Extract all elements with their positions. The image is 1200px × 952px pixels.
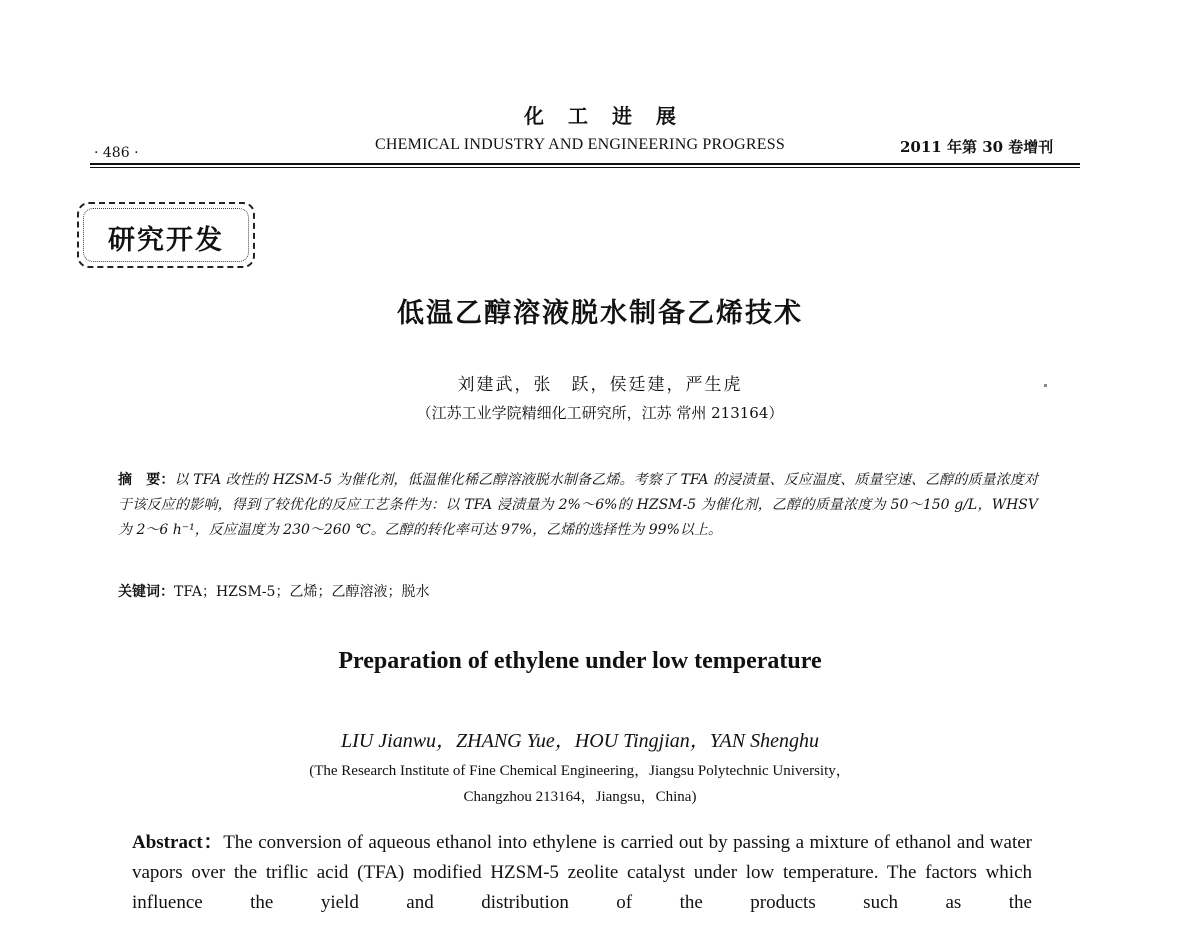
abstract-cn-label: 摘 要： bbox=[118, 472, 175, 488]
affiliation-cn: （江苏工业学院精细化工研究所，江苏 常州 213164） bbox=[416, 404, 784, 422]
journal-title-en: CHEMICAL INDUSTRY AND ENGINEERING PROGRESS bbox=[375, 136, 785, 153]
keywords-cn-text: TFA；HZSM-5；乙烯；乙醇溶液；脱水 bbox=[174, 584, 430, 600]
keywords-cn-label: 关键词： bbox=[118, 584, 174, 600]
header-rule bbox=[90, 163, 1080, 165]
section-tag bbox=[77, 202, 255, 268]
abstract-en-label: Abstract： bbox=[132, 832, 224, 853]
page-number: · 486 · bbox=[94, 145, 139, 161]
keywords-cn bbox=[118, 580, 1038, 605]
abstract-en-text: The conversion of aqueous ethanol into ethylene is carried out by passing a mixture of ethanol and water vapors over the triflic acid (TFA) modified HZSM-5 zeolite catalyst under low temperature. The factors which influence the yield and distribution of the products such as the bbox=[132, 832, 1032, 913]
issue-label: 2011 年第 30 卷增刊 bbox=[900, 138, 1054, 156]
article-title-en: Preparation of ethylene under low temperature bbox=[338, 648, 822, 674]
scan-speck bbox=[1044, 384, 1047, 387]
abstract-cn bbox=[118, 468, 1038, 543]
affiliation-en bbox=[0, 758, 1160, 810]
affiliation-en-line1: (The Research Institute of Fine Chemical Engineering，Jiangsu Polytechnic University， bbox=[309, 763, 851, 779]
authors-cn: 刘建武，张 跃，侯廷建，严生虎 bbox=[457, 375, 743, 395]
abstract-cn-text: 以 TFA 改性的 HZSM-5 为催化剂，低温催化稀乙醇溶液脱水制备乙烯。考察了 TFA 的浸渍量、反应温度、质量空速、乙醇的质量浓度对于该反应的影响，得到了较优化的反应工艺条件为：以 TFA 浸渍量为 2%～6%的 HZSM-5 为催化剂，乙醇的质量浓度为 50～150 g/L，WHSV 为 2～6 h⁻¹，反应温度为 230～260 ℃。乙醇的转化率可达 97%，乙烯的选择性为 99%以上。 bbox=[118, 472, 1038, 538]
journal-title-cn: 化工进展 bbox=[524, 104, 700, 128]
authors-en: LIU Jianwu，ZHANG Yue，HOU Tingjian，YAN Shenghu bbox=[341, 730, 819, 752]
article-title-cn: 低温乙醇溶液脱水制备乙烯技术 bbox=[397, 298, 803, 329]
section-tag-label: 研究开发 bbox=[108, 225, 224, 256]
header-rule-thin bbox=[90, 167, 1080, 168]
abstract-en bbox=[132, 828, 1032, 918]
affiliation-en-line2: Changzhou 213164，Jiangsu，China) bbox=[463, 789, 697, 805]
